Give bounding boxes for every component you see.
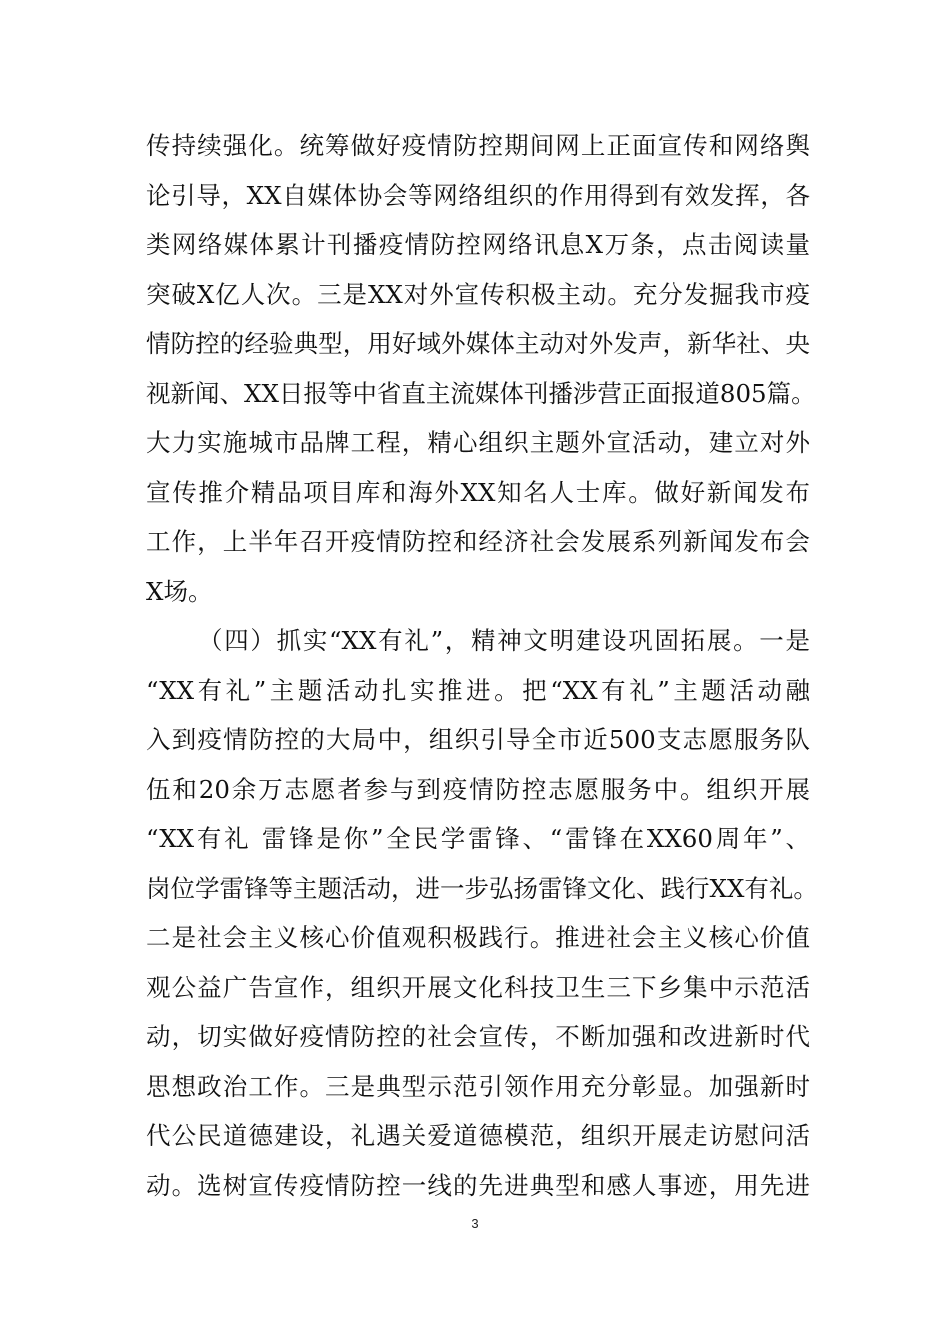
paragraph-line: 观公益广告宣作，组织开展文化科技卫生三下乡集中示范活: [146, 972, 810, 1002]
paragraph-line: X场。: [146, 576, 213, 606]
paragraph-line: 论引导，XX自媒体协会等网络组织的作用得到有效发挥，各: [146, 180, 810, 210]
paragraph-line: （四）抓实“XX有礼”，精神文明建设巩固拓展。一是: [198, 626, 810, 655]
paragraph-line: 代公民道德建设，礼遇关爱道德模范，组织开展走访慰问活: [146, 1121, 810, 1150]
paragraph-line: 二是社会主义核心价值观积极践行。推进社会主义核心价值: [146, 923, 810, 952]
paragraph-line: 动，切实做好疫情防控的社会宣传，不断加强和改进新时代: [146, 1022, 810, 1051]
paragraph-line: 思想政治工作。三是典型示范引领作用充分彰显。加强新时: [146, 1071, 810, 1101]
paragraph-line: 岗位学雷锋等主题活动，进一步弘扬雷锋文化、践行XX有礼。: [146, 873, 818, 903]
paragraph-line: “XX有礼”主题活动扎实推进。把“XX有礼”主题活动融: [146, 675, 810, 705]
paragraph-line: 大力实施城市品牌工程，精心组织主题外宣活动，建立对外: [146, 428, 810, 457]
paragraph-line: 伍和20余万志愿者参与到疫情防控志愿服务中。组织开展: [146, 774, 810, 804]
paragraph-line: 突破X亿人次。三是XX对外宣传积极主动。充分发掘我市疫: [146, 279, 810, 309]
paragraph-line: 视新闻、XX日报等中省直主流媒体刊播涉营正面报道805篇。: [146, 378, 816, 408]
paragraph-line: 类网络媒体累计刊播疫情防控网络讯息X万条，点击阅读量: [146, 230, 810, 259]
paragraph-line: 宣传推介精品项目库和海外XX知名人士库。做好新闻发布: [146, 477, 810, 507]
paragraph-line: 动。选树宣传疫情防控一线的先进典型和感人事迹，用先进: [146, 1170, 810, 1200]
paragraph-line: 情防控的经验典型，用好域外媒体主动对外发声，新华社、央: [146, 329, 810, 358]
page-number: 3: [471, 1216, 479, 1231]
paragraph-line: 入到疫情防控的大局中，组织引导全市近500支志愿服务队: [146, 725, 810, 754]
paragraph-line: 工作，上半年召开疫情防控和经济社会发展系列新闻发布会: [146, 527, 810, 556]
paragraph-line: 传持续强化。统筹做好疫情防控期间网上正面宣传和网络舆: [146, 131, 810, 160]
paragraph-line: “XX有礼 雷锋是你”全民学雷锋、“雷锋在XX60周年”、: [146, 824, 810, 853]
